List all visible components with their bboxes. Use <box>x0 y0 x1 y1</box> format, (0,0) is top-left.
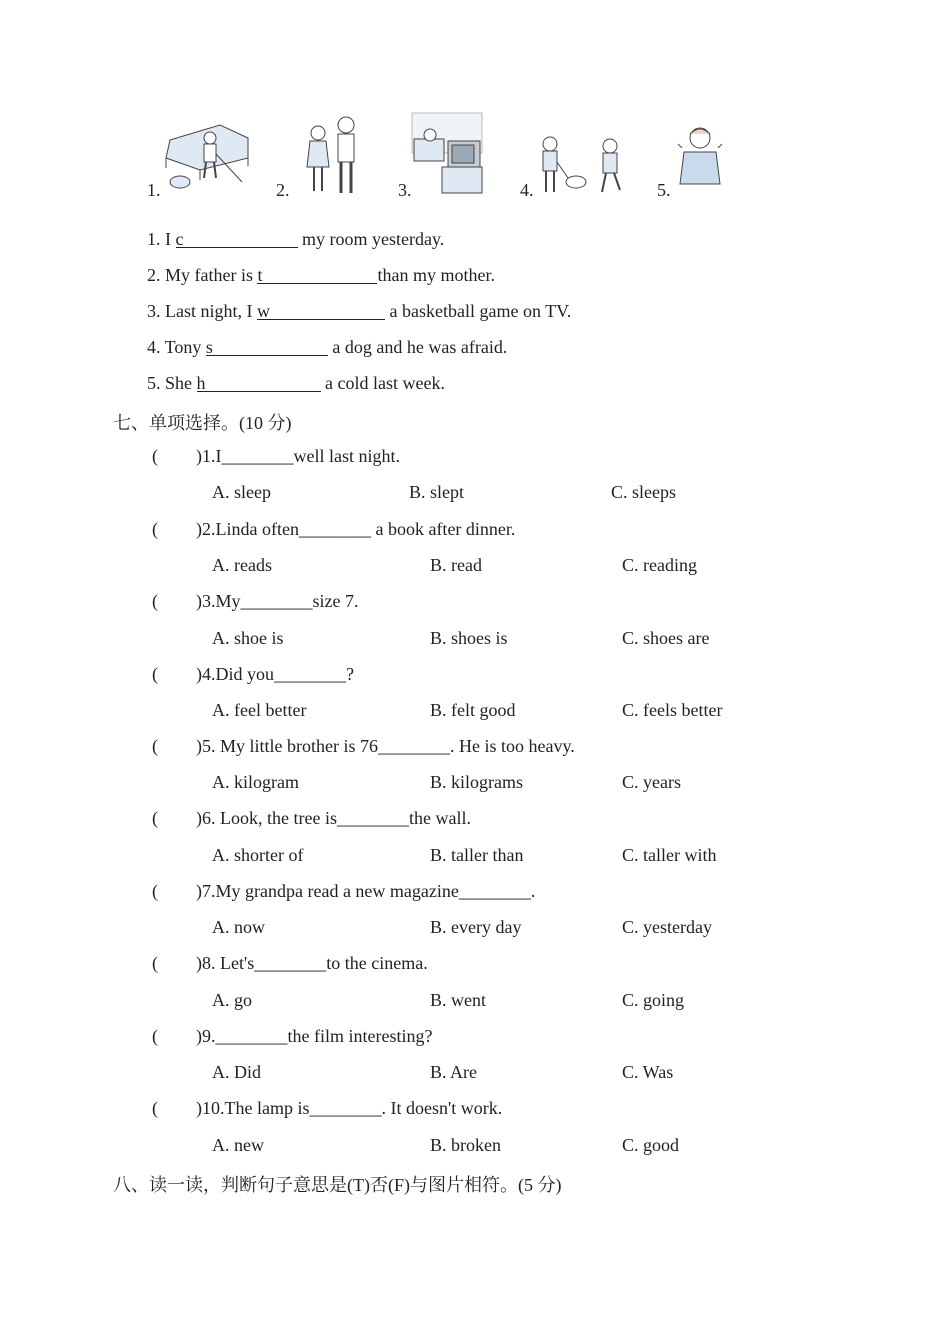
answer-bracket[interactable]: ( <box>152 519 158 539</box>
answer-bracket[interactable]: ( <box>152 953 158 973</box>
option-b: B. taller than <box>430 845 524 865</box>
girl-cold-icon <box>676 124 726 188</box>
option-c: C. years <box>622 772 681 792</box>
option-b: B. read <box>430 555 482 575</box>
option-b: B. shoes is <box>430 628 508 648</box>
option-c: C. shoes are <box>622 628 710 648</box>
question-stem: ( )9.________the film interesting? <box>152 1026 433 1046</box>
option-b: B. broken <box>430 1135 501 1155</box>
picture-number: 3. <box>398 180 412 200</box>
question-stem: ( )4.Did you________? <box>152 664 354 684</box>
option-c: C. taller with <box>622 845 717 865</box>
picture-number: 4. <box>520 180 534 200</box>
question-stem: ( )8. Let's________to the cinema. <box>152 953 428 973</box>
option-a: A. reads <box>212 555 272 575</box>
question-stem: ( )2.Linda often________ a book after dinner. <box>152 519 516 539</box>
picture-number: 2. <box>276 180 290 200</box>
question-stem: ( )7.My grandpa read a new magazine________. <box>152 881 536 901</box>
option-c: C. Was <box>622 1062 674 1082</box>
fill-in-item: 5. She h a cold last week. <box>147 373 445 393</box>
option-c: C. going <box>622 990 685 1010</box>
option-c: C. yesterday <box>622 917 712 937</box>
picture-number: 1. <box>147 180 161 200</box>
option-c: C. reading <box>622 555 697 575</box>
answer-bracket[interactable]: ( <box>152 736 158 756</box>
boy-vacuuming-icon <box>160 120 252 196</box>
option-b: B. slept <box>409 482 465 502</box>
answer-blank[interactable]: c <box>176 229 298 248</box>
option-b: B. every day <box>430 917 522 937</box>
boy-dog-afraid-icon <box>538 134 638 196</box>
answer-blank[interactable]: h <box>197 373 321 392</box>
option-a: A. Did <box>212 1062 261 1082</box>
picture-number: 5. <box>657 180 671 200</box>
question-stem: ( )5. My little brother is 76________. He is too heavy. <box>152 736 575 756</box>
option-a: A. shorter of <box>212 845 304 865</box>
answer-bracket[interactable]: ( <box>152 446 158 466</box>
option-a: A. sleep <box>212 482 271 502</box>
question-stem: ( )1.I________well last night. <box>152 446 400 466</box>
watching-tv-icon <box>412 113 484 197</box>
option-b: B. went <box>430 990 486 1010</box>
option-b: B. felt good <box>430 700 516 720</box>
option-a: A. go <box>212 990 252 1010</box>
option-a: A. now <box>212 917 265 937</box>
section-title: 八、读一读，判断句子意思是(T)否(F)与图片相符。(5 分) <box>113 1175 562 1195</box>
option-c: C. good <box>622 1135 680 1155</box>
option-a: A. kilogram <box>212 772 299 792</box>
fill-in-item: 3. Last night, I w a basketball game on TV. <box>147 301 572 321</box>
question-stem: ( )6. Look, the tree is________the wall. <box>152 808 471 828</box>
section-title: 七、单项选择。(10 分) <box>113 413 292 433</box>
mother-father-height-icon <box>302 115 364 197</box>
answer-blank[interactable]: w <box>257 301 385 320</box>
answer-bracket[interactable]: ( <box>152 591 158 611</box>
answer-bracket[interactable]: ( <box>152 881 158 901</box>
answer-bracket[interactable]: ( <box>152 1026 158 1046</box>
answer-bracket[interactable]: ( <box>152 808 158 828</box>
answer-bracket[interactable]: ( <box>152 664 158 684</box>
option-a: A. shoe is <box>212 628 284 648</box>
option-c: C. sleeps <box>611 482 676 502</box>
fill-in-item: 2. My father is t than my mother. <box>147 265 495 285</box>
answer-blank[interactable]: s <box>206 337 328 356</box>
question-stem: ( )3.My________size 7. <box>152 591 359 611</box>
option-b: B. kilograms <box>430 772 523 792</box>
answer-bracket[interactable]: ( <box>152 1098 158 1118</box>
option-a: A. new <box>212 1135 264 1155</box>
fill-in-item: 4. Tony s a dog and he was afraid. <box>147 337 508 357</box>
option-c: C. feels better <box>622 700 723 720</box>
fill-in-item: 1. I c my room yesterday. <box>147 229 445 249</box>
option-b: B. Are <box>430 1062 477 1082</box>
question-stem: ( )10.The lamp is________. It doesn't work. <box>152 1098 503 1118</box>
option-a: A. feel better <box>212 700 307 720</box>
answer-blank[interactable]: t <box>257 265 377 284</box>
